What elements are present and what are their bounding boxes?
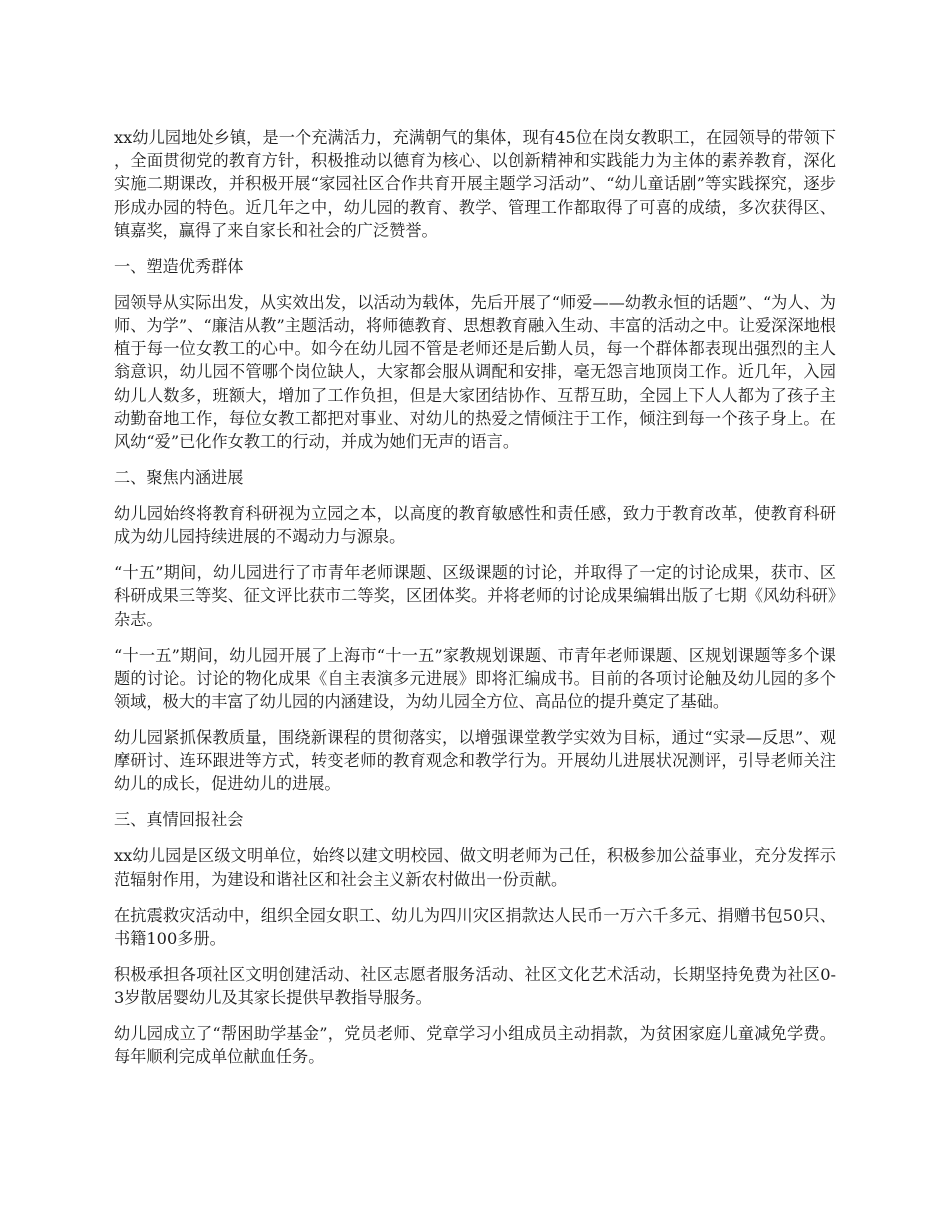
section-3-paragraph-3: 积极承担各项社区文明创建活动、社区志愿者服务活动、社区文化艺术活动，长期坚持免费为社区0-3岁散居婴幼儿及其家长提供早教指导服务。 <box>114 964 836 1008</box>
section-heading-3: 三、真情回报社会 <box>114 810 244 830</box>
intro-paragraph: xx幼儿园地处乡镇，是一个充满活力，充满朝气的集体，现有45位在岗女教职工，在园领导的带领下，全面贯彻党的教育方针，积极推动以德育为核心、以创新精神和实践能力为主体的素养教育，深化实施二期课改，并积极开展“家园社区合作共育开展主题学习活动”、“幼儿童话剧”等实践探究，逐步形成办园的特色。近几年之中，幼儿园的教育、教学、管理工作都取得了可喜的成绩，多次获得区、镇嘉奖，赢得了来自家长和社会的广泛赞誉。 <box>114 128 836 240</box>
section-1-paragraph: 园领导从实际出发，从实效出发，以活动为载体，先后开展了“师爱——幼教永恒的话题”、“为人、为师、为学”、“廉洁从教”主题活动，将师德教育、思想教育融入生动、丰富的活动之中。让爱深深地根植于每一位女教工的心中。如今在幼儿园不管是老师还是后勤人员，每一个群体都表现出强烈的主人翁意识，幼儿园不管哪个岗位缺人，大家都会服从调配和安排，毫无怨言地顶岗工作。近几年，入园幼儿人数多，班额大，增加了工作负担，但是大家团结协作、互帮互助，全园上下人人都为了孩子主动勤奋地工作，每位女教工都把对事业、对幼儿的热爱之情倾注于工作，倾注到每一个孩子身上。在风幼“爱”已化作女教工的行动，并成为她们无声的语言。 <box>114 292 836 452</box>
section-heading-1: 一、塑造优秀群体 <box>114 256 244 276</box>
section-2-paragraph-2: “十五”期间，幼儿园进行了市青年老师课题、区级课题的讨论，并取得了一定的讨论成果，获市、区科研成果三等奖、征文评比获市二等奖，区团体奖。并将老师的讨论成果编辑出版了七期《风幼科研》杂志。 <box>114 563 836 629</box>
section-3-paragraph-4: 幼儿园成立了“帮困助学基金”，党员老师、党章学习小组成员主动捐款，为贫困家庭儿童减免学费。每年顺利完成单位献血任务。 <box>114 1024 836 1067</box>
section-heading-2: 二、聚焦内涵进展 <box>114 468 244 488</box>
document-body <box>114 126 836 1081</box>
section-2-paragraph-4: 幼儿园紧抓保教质量，围绕新课程的贯彻落实，以增强课堂教学实效为目标，通过“实录—反思”、观摩研讨、连环跟进等方式，转变老师的教育观念和教学行为。开展幼儿进展状况测评，引导老师关注幼儿的成长，促进幼儿的进展。 <box>114 728 836 794</box>
section-2-paragraph-3: “十一五”期间，幼儿园开展了上海市“十一五”家教规划课题、市青年老师课题、区规划课题等多个课题的讨论。讨论的物化成果《自主表演多元进展》即将汇编成书。目前的各项讨论触及幼儿园的多个领域，极大的丰富了幼儿园的内涵建设，为幼儿园全方位、高品位的提升奠定了基础。 <box>114 645 836 712</box>
section-3-paragraph-1: xx幼儿园是区级文明单位，始终以建文明校园、做文明老师为己任，积极参加公益事业，充分发挥示范辐射作用，为建设和谐社区和社会主义新农村做出一份贡献。 <box>114 846 836 889</box>
section-3-paragraph-2: 在抗震救灾活动中，组织全园女职工、幼儿为四川灾区捐款达人民币一万六千多元、捐赠书包50只、书籍100多册。 <box>114 905 836 948</box>
section-2-paragraph-1: 幼儿园始终将教育科研视为立园之本，以高度的教育敏感性和责任感，致力于教育改革，使教育科研成为幼儿园持续进展的不竭动力与源泉。 <box>114 504 836 547</box>
